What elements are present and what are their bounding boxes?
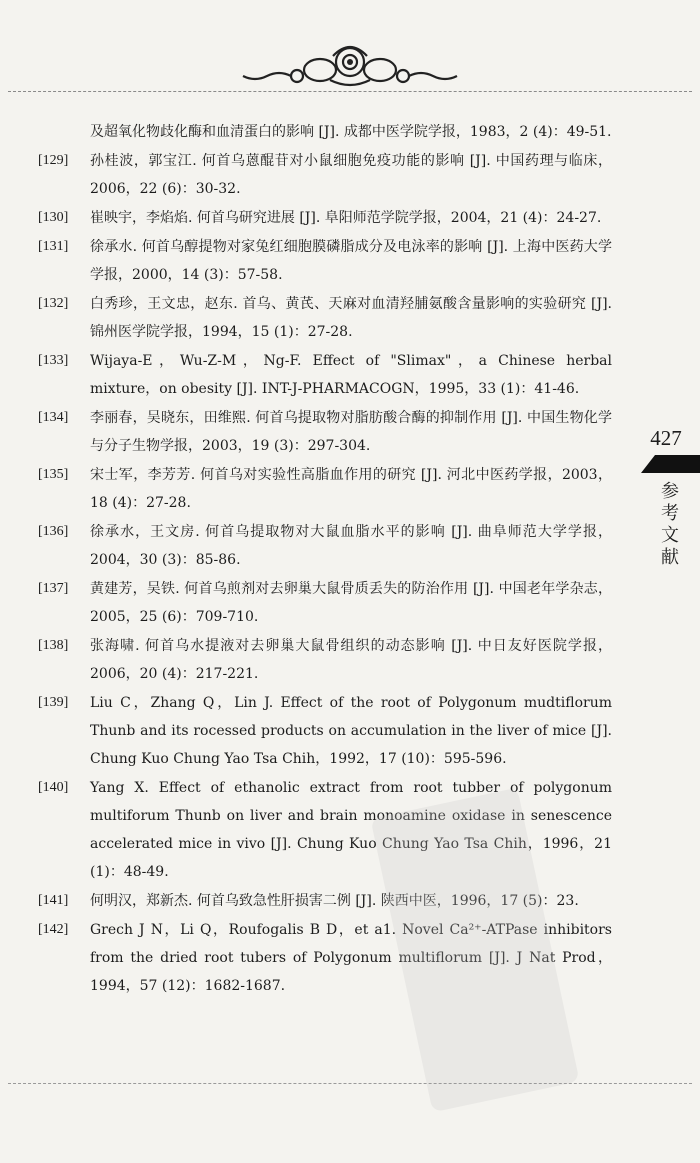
reference-item xyxy=(38,233,612,289)
section-title: 参考文献 xyxy=(661,481,679,568)
reference-item xyxy=(38,147,612,203)
reference-item xyxy=(38,461,612,517)
reference-text: 崔映宇，李焰焰. 何首乌研究进展 [J]. 阜阳师范学院学报，2004，21 (4)：24-27. xyxy=(90,210,602,226)
knot-ornament-icon xyxy=(235,40,465,90)
reference-item xyxy=(38,689,612,773)
reference-number: [135] xyxy=(38,467,69,482)
reference-text: Liu C，Zhang Q，Lin J. Effect of the root of Polygonum mudtiflorum Thunb and its rocessed products on accumulation in the liver of mice [J]. Chung Kuo Chung Yao Tsa Chih，1992，17 (10)：595-596. xyxy=(90,695,612,767)
reference-item xyxy=(38,632,612,688)
reference-text: Wijaya-E，Wu-Z-M，Ng-F. Effect of "Slimax"，a Chinese herbal mixture，on obesity [J]. INT-J-PHARMACOGN，1995，33 (1)：41-46. xyxy=(90,353,612,397)
reference-item xyxy=(38,575,612,631)
reference-text: 宋士军，李芳芳. 何首乌对实验性高脂血作用的研究 [J]. 河北中医药学报，2003，18 (4)：27-28. xyxy=(90,467,612,511)
reference-text: 孙桂波，郭宝江. 何首乌蒽醌苷对小鼠细胞免疫功能的影响 [J]. 中国药理与临床，2006，22 (6)：30-32. xyxy=(90,153,612,197)
reference-text: 黄建芳，吴铁. 何首乌煎剂对去卵巢大鼠骨质丢失的防治作用 [J]. 中国老年学杂志，2005，25 (6)：709-710. xyxy=(90,581,612,625)
reference-number: [139] xyxy=(38,695,69,710)
reference-number: [130] xyxy=(38,210,69,225)
reference-text: 及超氧化物歧化酶和血清蛋白的影响 [J]. 成都中医学院学报，1983，2 (4)：49-51. xyxy=(90,124,612,140)
reference-number: [133] xyxy=(38,353,69,368)
header-divider xyxy=(8,91,692,92)
reference-number: [137] xyxy=(38,581,69,596)
footer-divider xyxy=(8,1083,692,1084)
reference-number: [142] xyxy=(38,922,69,937)
reference-number: [129] xyxy=(38,153,69,168)
reference-text: 白秀珍，王文忠，赵东. 首乌、黄芪、天麻对血清羟脯氨酸含量影响的实验研究 [J]. 锦州医学院学报，1994，15 (1)：27-28. xyxy=(90,296,612,340)
page-number: 427 xyxy=(650,426,682,450)
reference-item xyxy=(38,118,612,146)
reference-number: [141] xyxy=(38,893,69,908)
reference-item xyxy=(38,290,612,346)
reference-number: [140] xyxy=(38,780,69,795)
reference-item xyxy=(38,204,612,232)
reference-number: [138] xyxy=(38,638,69,653)
reference-item xyxy=(38,347,612,403)
reference-item xyxy=(38,518,612,574)
reference-number: [132] xyxy=(38,296,69,311)
reference-number: [136] xyxy=(38,524,69,539)
section-tab-bar xyxy=(641,455,700,473)
reference-text: 李丽春，吴晓东，田维熙. 何首乌提取物对脂肪酸合酶的抑制作用 [J]. 中国生物化学与分子生物学报，2003，19 (3)：297-304. xyxy=(90,410,612,454)
reference-text: Grech J N，Li Q，Roufogalis B D，et a1. Novel Ca²⁺-ATPase inhibitors from the dried root tubers of Polygonum multiflorum [J]. J Nat Prod，1994，57 (12)：1682-1687. xyxy=(90,922,612,994)
reference-text: 徐承水. 何首乌醇提物对家兔红细胞膜磷脂成分及电泳率的影响 [J]. 上海中医药大学学报，2000，14 (3)：57-58. xyxy=(90,239,612,283)
reference-number: [134] xyxy=(38,410,69,425)
reference-text: Yang X. Effect of ethanolic extract from root tubber of polygonum multiforum Thunb on liver and brain monoamine oxidase in senescence accelerated mice in vivo [J]. Chung Kuo Chung Yao Tsa Chih，1996，21 (1)：48-49. xyxy=(90,780,612,880)
reference-text: 徐承水，王文房. 何首乌提取物对大鼠血脂水平的影响 [J]. 曲阜师范大学学报，2004，30 (3)：85-86. xyxy=(90,524,612,568)
side-tab xyxy=(641,424,700,569)
reference-number: [131] xyxy=(38,239,69,254)
reference-text: 张海啸. 何首乌水提液对去卵巢大鼠骨组织的动态影响 [J]. 中日友好医院学报，2006，20 (4)：217-221. xyxy=(90,638,612,682)
reference-text: 何明汉，郑新杰. 何首乌致急性肝损害二例 [J]. 陕西中医，1996，17 (5)：23. xyxy=(90,893,579,909)
reference-item xyxy=(38,404,612,460)
